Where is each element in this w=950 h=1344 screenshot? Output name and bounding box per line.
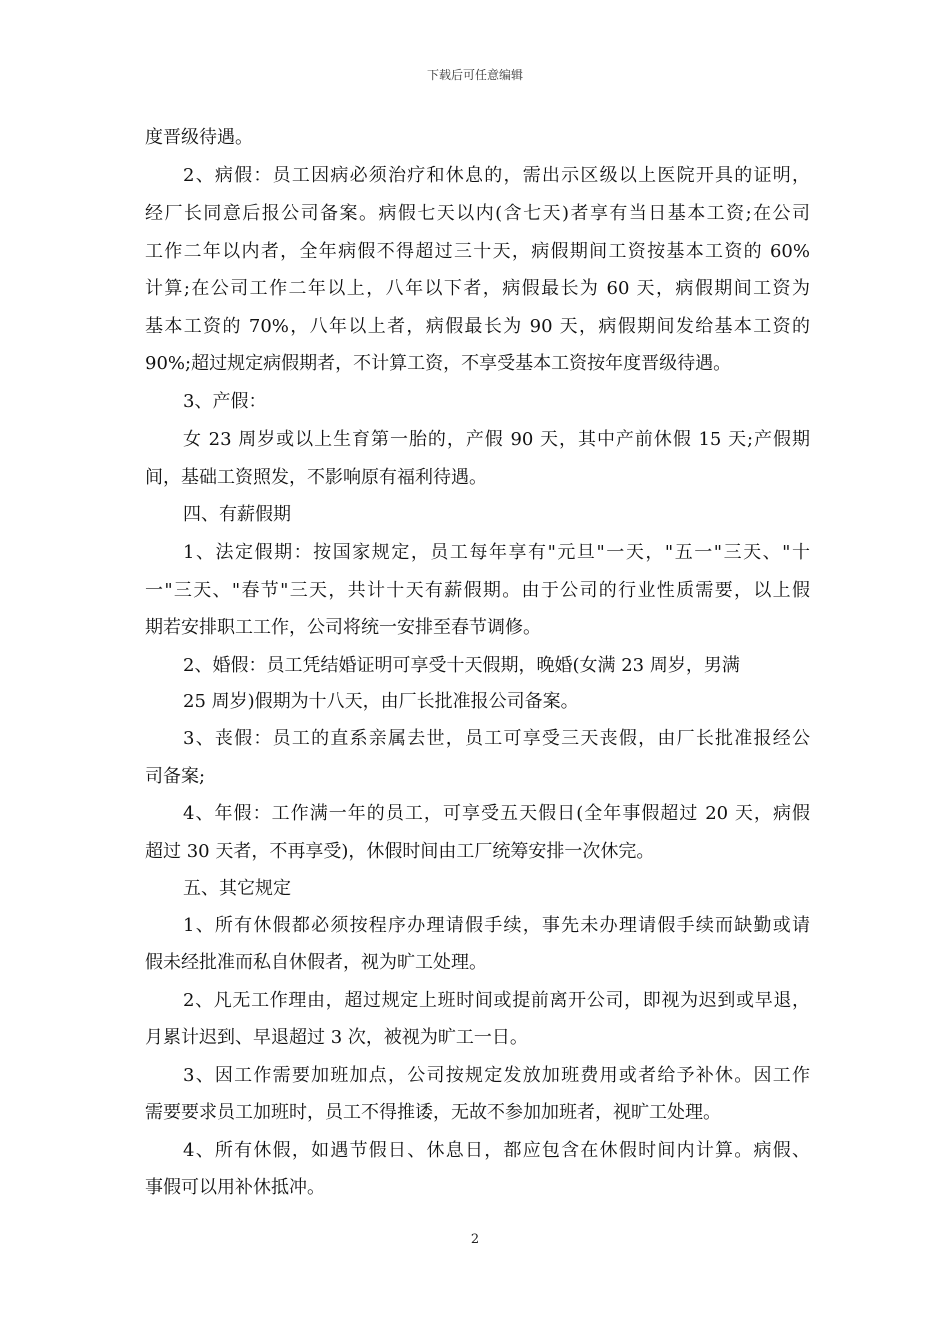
section-heading: 四、有薪假期 [183, 504, 291, 525]
text-line: 计算;在公司工作二年以上，八年以下者，病假最长为 60 天，病假期间工资为 [145, 278, 810, 299]
text-line: 事假可以用补休抵冲。 [145, 1177, 325, 1198]
text-line: 1、法定假期：按国家规定，员工每年享有"元旦"一天，"五一"三天、"十 [183, 542, 810, 563]
page-number: 2 [470, 1232, 480, 1247]
text-line: 25 周岁)假期为十八天，由厂长批准报公司备案。 [183, 691, 579, 712]
text-line: 超过 30 天者，不再享受)，休假时间由工厂统筹安排一次休完。 [145, 841, 655, 862]
text-line: 期若安排职工工作，公司将统一安排至春节调修。 [145, 617, 541, 638]
text-line: 2、凡无工作理由，超过规定上班时间或提前离开公司，即视为迟到或早退， [183, 990, 810, 1011]
text-line: 女 23 周岁或以上生育第一胎的，产假 90 天，其中产前休假 15 天;产假期 [183, 429, 810, 450]
text-line: 4、所有休假，如遇节假日、休息日，都应包含在休假时间内计算。病假、 [183, 1140, 810, 1161]
text-line: 基本工资的 70%，八年以上者，病假最长为 90 天，病假期间发给基本工资的 [145, 316, 810, 337]
text-line: 一"三天、"春节"三天，共计十天有薪假期。由于公司的行业性质需要，以上假 [145, 580, 810, 601]
text-line: 度晋级待遇。 [145, 127, 253, 148]
section-heading: 五、其它规定 [183, 878, 291, 899]
text-line: 需要要求员工加班时，员工不得推诿，无故不参加加班者，视旷工处理。 [145, 1102, 721, 1123]
text-line: 3、丧假：员工的直系亲属去世，员工可享受三天丧假，由厂长批准报经公 [183, 728, 810, 749]
text-line: 月累计迟到、早退超过 3 次，被视为旷工一日。 [145, 1027, 528, 1048]
text-line: 3、因工作需要加班加点，公司按规定发放加班费用或者给予补休。因工作 [183, 1065, 810, 1086]
text-line: 间，基础工资照发，不影响原有福利待遇。 [145, 467, 487, 488]
text-line: 假未经批准而私自休假者，视为旷工处理。 [145, 952, 487, 973]
text-line: 90%;超过规定病假期者，不计算工资，不享受基本工资按年度晋级待遇。 [145, 353, 732, 374]
text-line: 4、年假：工作满一年的员工，可享受五天假日(全年事假超过 20 天，病假 [183, 803, 810, 824]
text-line: 1、所有休假都必须按程序办理请假手续，事先未办理请假手续而缺勤或请 [183, 915, 810, 936]
text-line: 2、婚假：员工凭结婚证明可享受十天假期，晚婚(女满 23 周岁，男满 [183, 655, 740, 676]
text-line: 工作二年以内者，全年病假不得超过三十天，病假期间工资按基本工资的 60% [145, 241, 810, 262]
text-line: 2、病假：员工因病必须治疗和休息的，需出示区级以上医院开具的证明， [183, 165, 810, 186]
text-line: 司备案; [145, 766, 206, 787]
text-line: 经厂长同意后报公司备案。病假七天以内(含七天)者享有当日基本工资;在公司 [145, 203, 810, 224]
page-header: 下载后可任意编辑 [426, 68, 523, 82]
text-line: 3、产假： [183, 391, 267, 412]
